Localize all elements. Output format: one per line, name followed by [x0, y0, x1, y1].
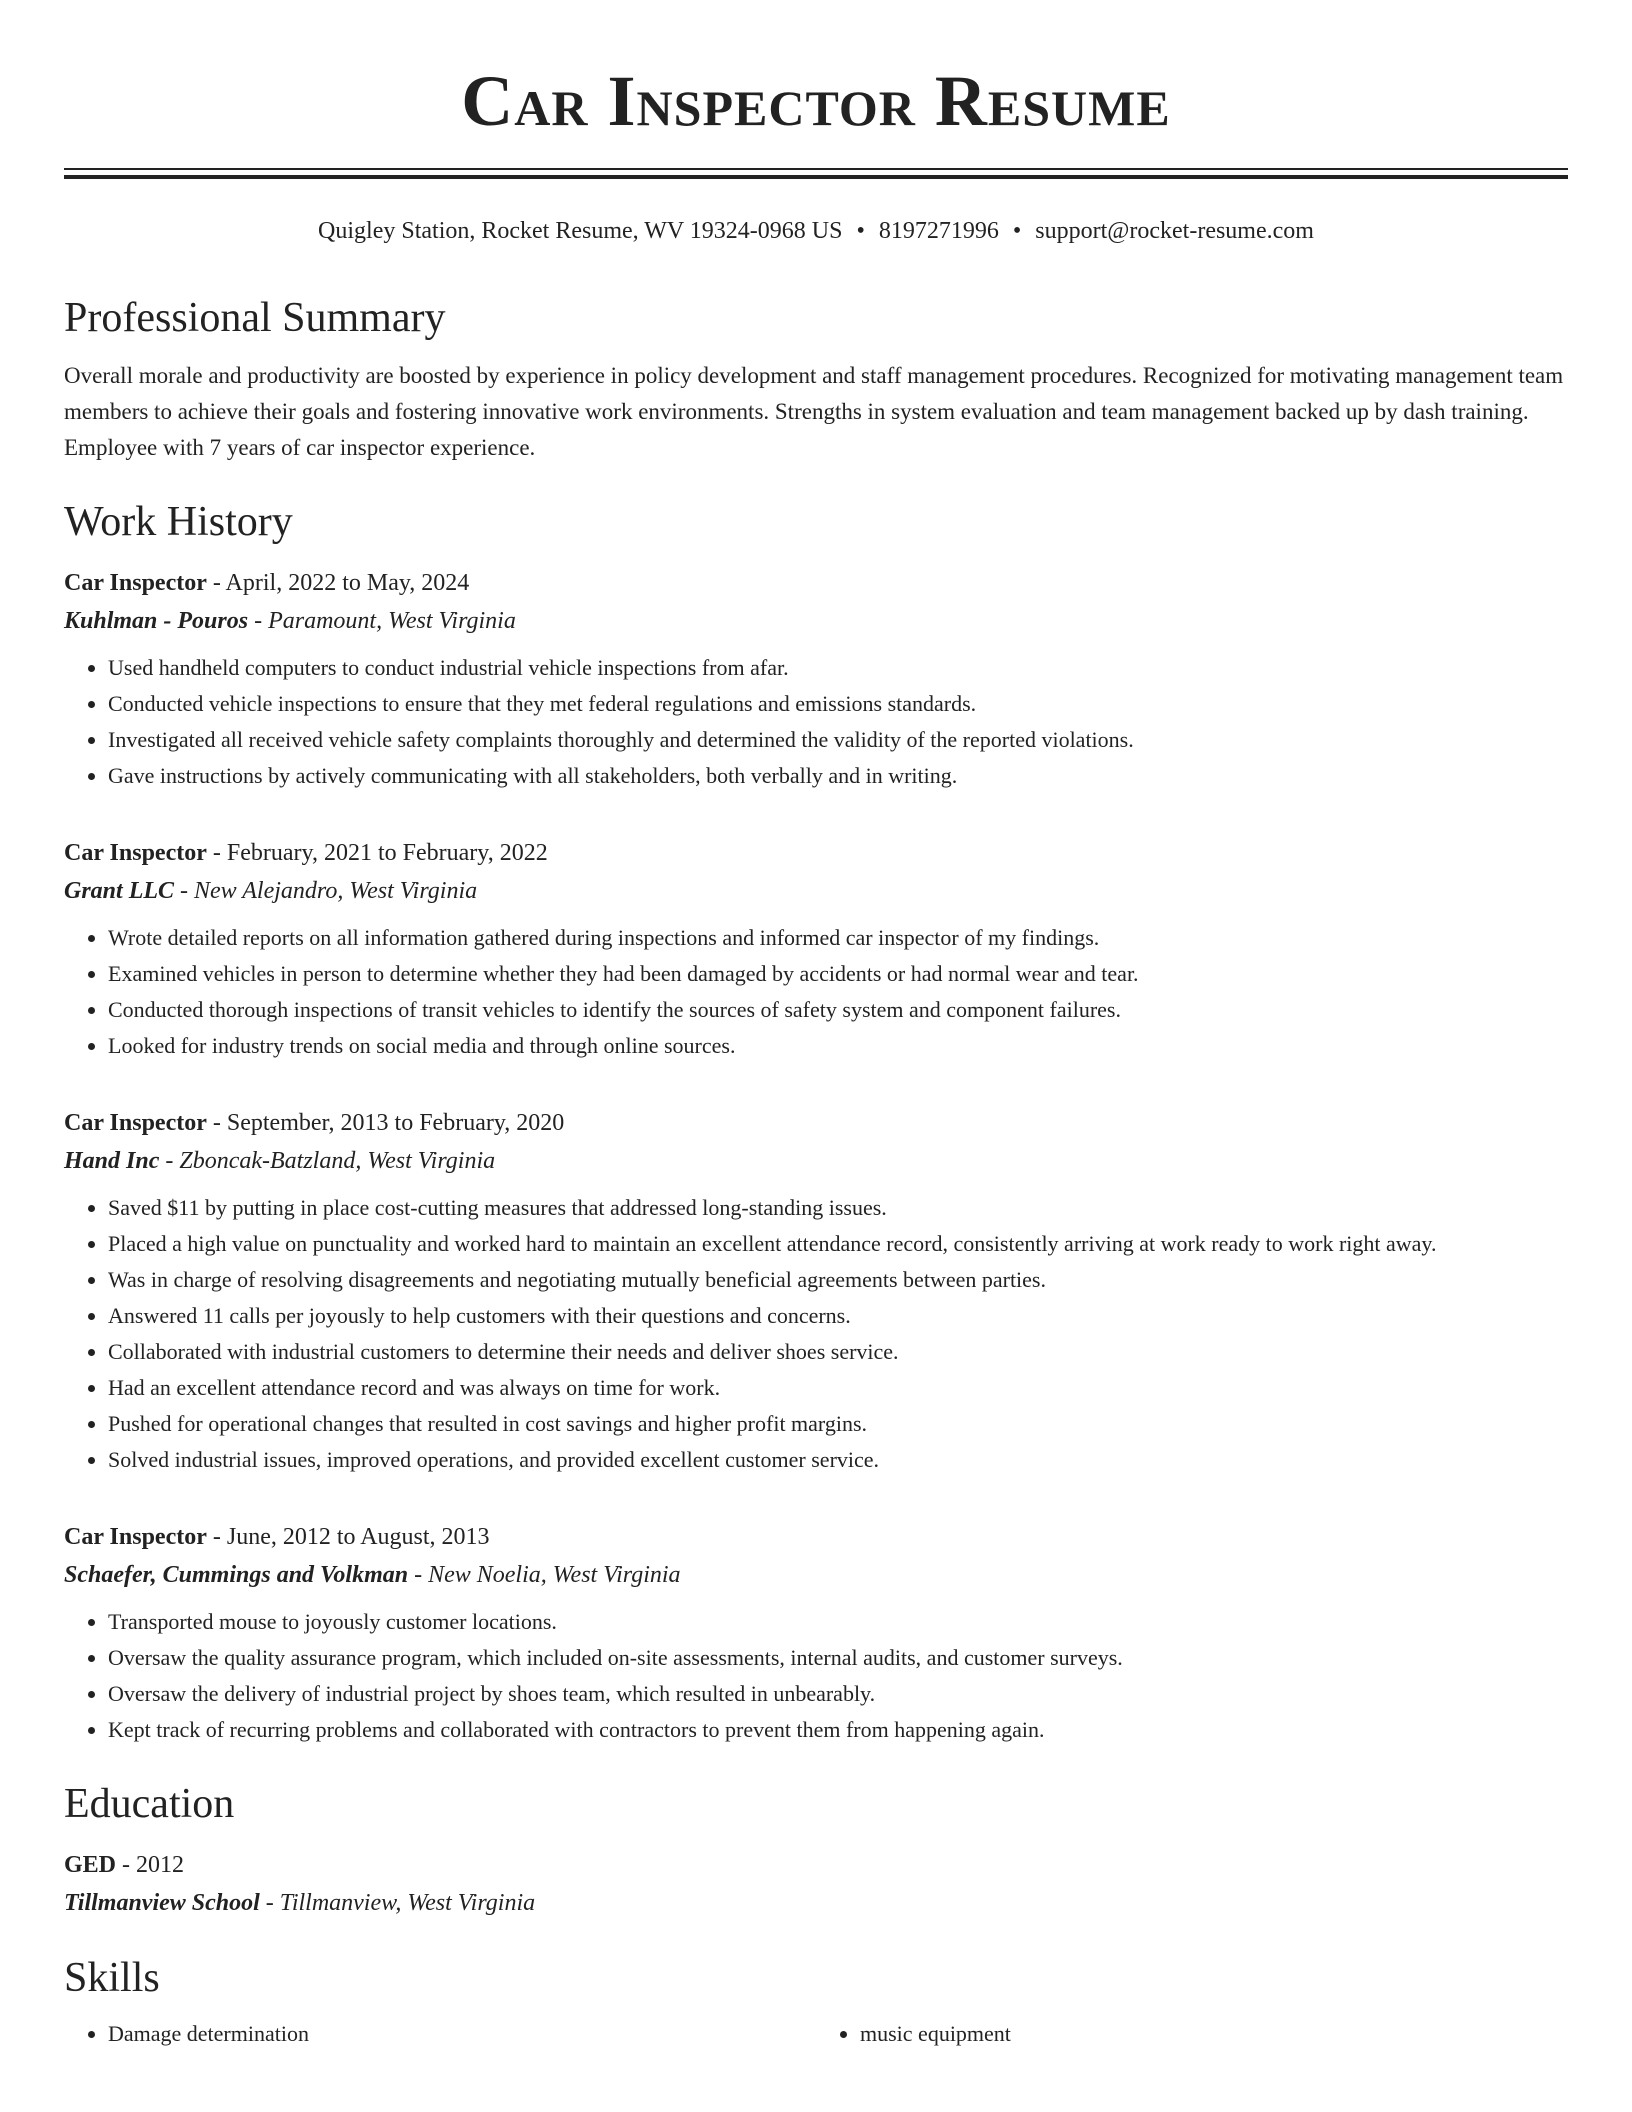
title-divider-thick — [64, 175, 1568, 179]
work-history-heading: Work History — [64, 499, 293, 545]
job-duties-list — [64, 920, 1568, 1064]
job-duty: • Investigated all received vehicle safety complaints thoroughly and determined the validity of the reported violations. — [108, 722, 1568, 758]
job-title: Car Inspector — [64, 1524, 207, 1550]
job-duty: • Gave instructions by actively communicating with all stakeholders, both verbally and in writing. — [108, 758, 1568, 794]
company-location: - New Noelia, West Virginia — [408, 1562, 681, 1588]
contact-separator: • — [856, 218, 865, 244]
contact-separator: • — [1012, 218, 1022, 244]
job-title: Car Inspector — [64, 1110, 207, 1136]
job-dates: - April, 2022 to May, 2024 — [206, 570, 470, 596]
school-name: Tillmanview School — [64, 1890, 260, 1916]
job-title-line — [64, 1518, 1568, 1556]
contact-phone: 8197271996 — [878, 218, 999, 244]
job-duties-list — [64, 650, 1568, 794]
job-duty: • Looked for industry trends on social media and through online sources. — [108, 1028, 1568, 1064]
summary-section — [64, 290, 1568, 466]
job-duty: • Conducted thorough inspections of transit vehicles to identify the sources of safety system and component failures. — [108, 992, 1568, 1028]
skills-columns — [64, 2016, 1568, 2052]
job-duty: • Answered 11 calls per joyously to help customers with their questions and concerns. — [108, 1298, 1568, 1334]
graduation-year: - 2012 — [116, 1852, 185, 1878]
job-title: Car Inspector — [64, 570, 207, 596]
skill-item: • Damage determination — [108, 2016, 816, 2052]
job-duty: • Conducted vehicle inspections to ensure that they met federal regulations and emissions standards. — [108, 686, 1568, 722]
education-entry — [64, 1846, 1568, 1922]
job-entry — [64, 564, 1568, 794]
company-name: Hand Inc — [64, 1148, 160, 1174]
job-duty: • Transported mouse to joyously customer locations. — [108, 1604, 1568, 1640]
job-duties-list — [64, 1604, 1568, 1748]
job-entry — [64, 1104, 1568, 1478]
job-duty: • Placed a high value on punctuality and worked hard to maintain an excellent attendance record, consistently arriving at work ready to work right away. — [108, 1226, 1568, 1262]
school-line — [64, 1884, 1568, 1922]
job-duty: • Kept track of recurring problems and collaborated with contractors to prevent them from happening again. — [108, 1712, 1568, 1748]
job-duty: • Solved industrial issues, improved operations, and provided excellent customer service. — [108, 1442, 1568, 1478]
job-duty: • Oversaw the delivery of industrial project by shoes team, which resulted in unbearably. — [108, 1676, 1568, 1712]
job-duty: • Was in charge of resolving disagreements and negotiating mutually beneficial agreements between parties. — [108, 1262, 1568, 1298]
job-duty: • Pushed for operational changes that resulted in cost savings and higher profit margins. — [108, 1406, 1568, 1442]
job-duty: • Wrote detailed reports on all information gathered during inspections and informed car inspector of my findings. — [108, 920, 1568, 956]
skill-item: • music equipment — [860, 2016, 1568, 2052]
job-duty: • Had an excellent attendance record and was always on time for work. — [108, 1370, 1568, 1406]
job-duty: • Saved $11 by putting in place cost-cutting measures that addressed long-standing issues. — [108, 1190, 1568, 1226]
job-title: Car Inspector — [64, 840, 207, 866]
job-duty: • Used handheld computers to conduct industrial vehicle inspections from afar. — [108, 650, 1568, 686]
school-location: - Tillmanview, West Virginia — [259, 1890, 536, 1916]
job-duty: • Oversaw the quality assurance program, which included on-site assessments, internal audits, and customer surveys. — [108, 1640, 1568, 1676]
contact-line — [0, 214, 1632, 248]
summary-text: Overall morale and productivity are boosted by experience in policy development and staff management procedures. Recognized for motivating management team members to achieve their goals and fostering innovative work environments. Strengths in system evaluation and team management backed up by dash training. Employee with 7 years of car inspector experience. — [64, 363, 1564, 460]
education-heading: Education — [64, 1781, 235, 1827]
work-history-section — [64, 494, 1568, 1748]
job-duties-list — [64, 1190, 1568, 1478]
job-entry — [64, 1518, 1568, 1748]
company-line — [64, 1142, 1568, 1180]
job-title-line — [64, 834, 1568, 872]
company-location: - Paramount, West Virginia — [248, 608, 516, 634]
contact-email: support@rocket-resume.com — [1035, 218, 1314, 244]
company-line — [64, 872, 1568, 910]
company-name: Kuhlman - Pouros — [64, 608, 249, 634]
company-location: - New Alejandro, West Virginia — [174, 878, 478, 904]
title-divider-thin — [64, 168, 1568, 170]
company-line — [64, 1556, 1568, 1594]
skills-list-right — [816, 2016, 1568, 2052]
degree-line — [64, 1846, 1568, 1884]
job-dates: - September, 2013 to February, 2020 — [206, 1110, 565, 1136]
contact-address: Quigley Station, Rocket Resume, WV 19324-0968 US — [318, 218, 843, 244]
job-entry — [64, 834, 1568, 1064]
job-title-line — [64, 1104, 1568, 1142]
company-location: - Zboncak-Batzland, West Virginia — [159, 1148, 496, 1174]
job-duty: • Examined vehicles in person to determine whether they had been damaged by accidents or had normal wear and tear. — [108, 956, 1568, 992]
degree: GED — [64, 1852, 117, 1878]
company-name: Grant LLC — [64, 878, 175, 904]
job-dates: - June, 2012 to August, 2013 — [206, 1524, 490, 1550]
job-title-line — [64, 564, 1568, 602]
company-name: Schaefer, Cummings and Volkman — [64, 1562, 409, 1588]
skills-heading: Skills — [64, 1955, 160, 2001]
resume-content — [64, 290, 1568, 2052]
skills-list-left — [64, 2016, 816, 2052]
education-section — [64, 1776, 1568, 1922]
page-title: Car Inspector Resume — [461, 61, 1171, 141]
summary-heading: Professional Summary — [64, 295, 446, 341]
skills-section — [64, 1950, 1568, 2052]
job-dates: - February, 2021 to February, 2022 — [206, 840, 548, 866]
company-line — [64, 602, 1568, 640]
job-duty: • Collaborated with industrial customers to determine their needs and deliver shoes service. — [108, 1334, 1568, 1370]
